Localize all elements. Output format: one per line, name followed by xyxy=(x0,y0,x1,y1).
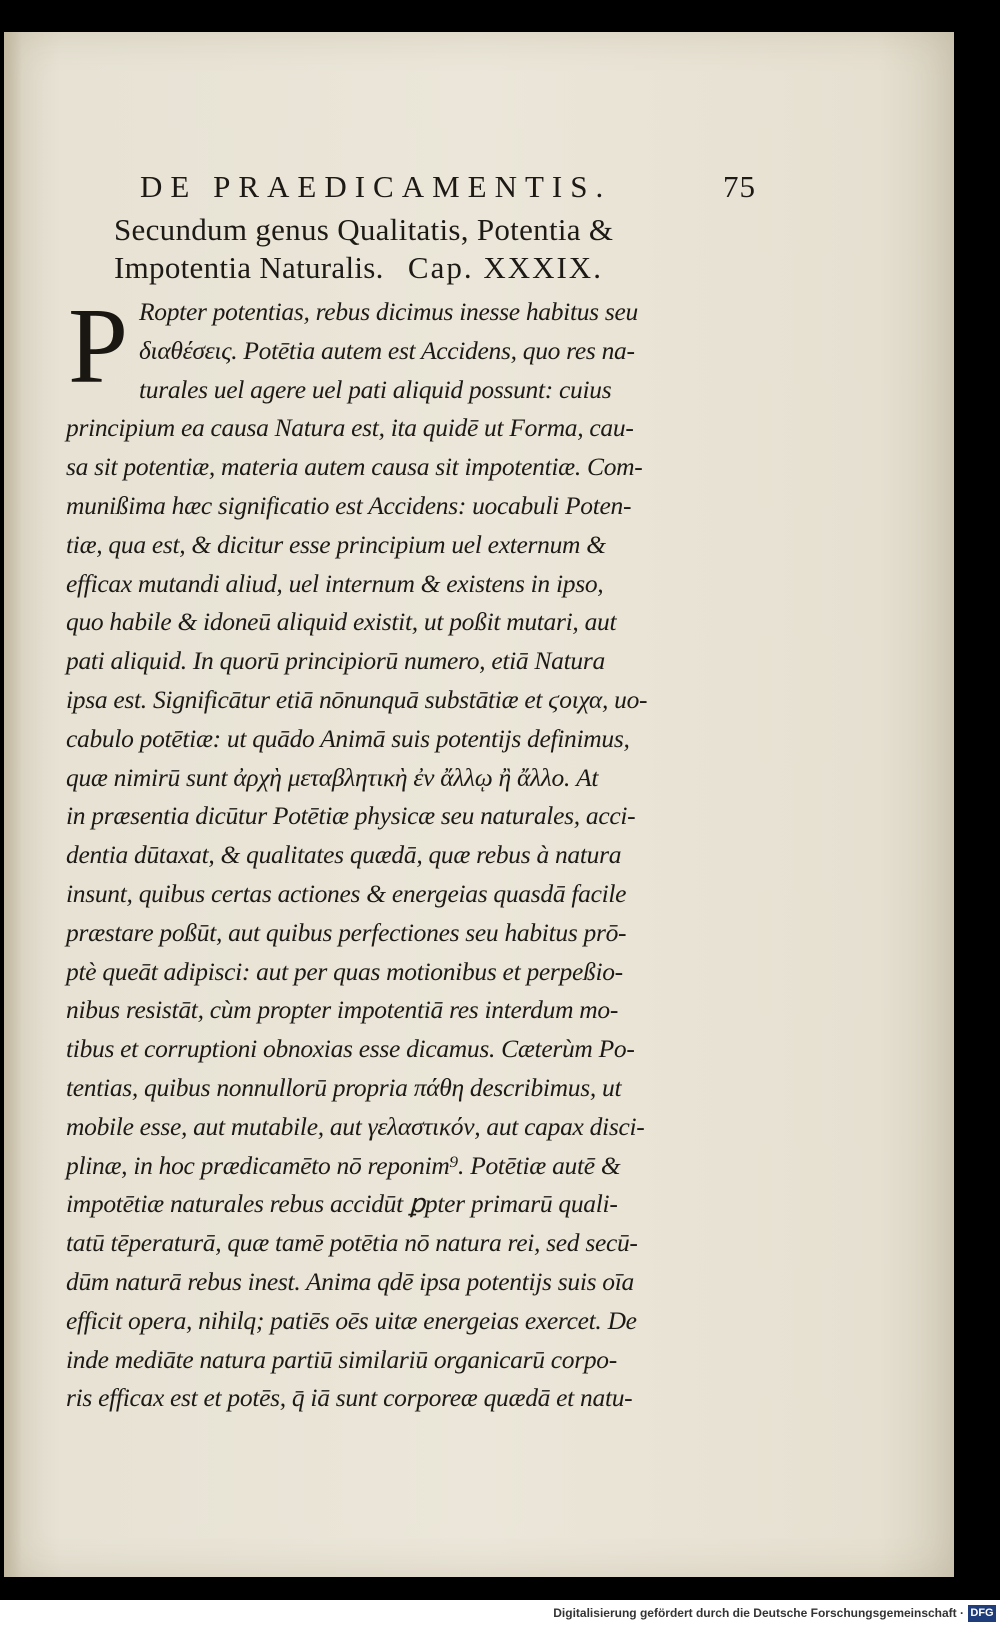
text-line: quæ nimirū sunt ἀρχὴ μεταβλητικὴ ἐν ἄλλῳ ἢ ἄλλο. At xyxy=(66,762,599,792)
page-number: 75 xyxy=(723,169,756,204)
running-head-title: DE PRAEDICAMENTIS. xyxy=(140,169,612,204)
text-line: tentias, quibus nonnullorū propria πάθη describimus, ut xyxy=(66,1072,622,1102)
text-line: cabulo potētiæ: ut quādo Animā suis potentijs definimus, xyxy=(66,723,630,753)
text-line: tibus et corruptioni obnoxias esse dicamus. Cæterùm Po- xyxy=(66,1034,635,1064)
text-line: turales uel agere uel pati aliquid possunt: cuius xyxy=(139,374,612,404)
running-head xyxy=(66,167,756,207)
text-line: munißima hæc significatio est Accidens: uocabuli Poten- xyxy=(66,490,632,520)
text-line: quo habile & idoneū aliquid existit, ut poßit mutari, aut xyxy=(66,607,617,637)
text-line: efficax mutandi aliud, uel internum & existens in ipso, xyxy=(66,568,604,598)
text-line: tatū tēperaturā, quæ tamē potētia nō natura rei, sed secū- xyxy=(66,1228,638,1258)
chapter-title xyxy=(66,211,756,287)
text-line: in præsentia dicūtur Potētiæ physicæ seu naturales, acci- xyxy=(66,801,636,831)
text-line: principium ea causa Natura est, ita quidē ut Forma, cau- xyxy=(66,413,634,443)
text-line: plinæ, in hoc prædicamēto nō reponim⁹. Potētiæ autē & xyxy=(66,1150,621,1180)
text-line: dentia dūtaxat, & qualitates quædā, quæ rebus à natura xyxy=(66,840,622,870)
text-line: pati aliquid. In quorū principiorū numero, etiā Natura xyxy=(66,646,605,676)
text-line: ptè queāt adipisci: aut per quas motionibus et perpeßio- xyxy=(66,956,623,986)
text-line: sa sit potentiæ, materia autem causa sit impotentiæ. Com- xyxy=(66,452,643,482)
page-gutter-shadow xyxy=(4,32,22,1577)
funding-credit: Digitalisierung gefördert durch die Deutsche Forschungsgemeinschaft · xyxy=(553,1606,964,1620)
text-line: insunt, quibus certas actiones & energeias quasdā facile xyxy=(66,878,627,908)
text-line: inde mediāte natura partiū similariū organicarū corpo- xyxy=(66,1344,617,1374)
footer-bar xyxy=(0,1600,1000,1628)
chapter-title-line-2 xyxy=(114,249,756,287)
page-content xyxy=(66,167,756,1418)
chapter-title-text: Impotentia Naturalis. xyxy=(114,250,384,285)
text-line: ris efficax est et potēs, q̄ iā sunt corporeæ quædā et natu- xyxy=(66,1383,633,1413)
body-text xyxy=(66,287,756,1418)
chapter-title-line-1: Secundum genus Qualitatis, Potentia & xyxy=(114,212,614,247)
text-line: efficit opera, nihilq; patiēs oēs uitæ energeias exercet. De xyxy=(66,1305,637,1335)
text-line: nibus resistāt, cùm propter impotentiā res interdum mo- xyxy=(66,995,619,1025)
text-line: impotētiæ naturales rebus accidūt ꝑpter primarū quali- xyxy=(66,1189,618,1219)
text-line: ipsa est. Significātur etiā nōnunquā substātiæ et ϛοιχα, uo- xyxy=(66,684,648,714)
text-line: præstare poßūt, aut quibus perfectiones seu habitus prō- xyxy=(66,917,627,947)
text-line: tiæ, qua est, & dicitur esse principium uel externum & xyxy=(66,529,606,559)
text-line: διαθέσεις. Potētia autem est Accidens, quo res na- xyxy=(139,335,635,365)
dfg-logo: DFG xyxy=(968,1605,996,1622)
drop-cap-initial: P xyxy=(68,287,128,406)
book-page xyxy=(4,32,954,1577)
chapter-number: Cap. XXXIX. xyxy=(407,250,603,285)
text-line: dūm naturā rebus inest. Anima qdē ipsa potentijs suis oīa xyxy=(66,1266,634,1296)
text-line: mobile esse, aut mutabile, aut γελαστικόν, aut capax disci- xyxy=(66,1111,645,1141)
text-line: Ropter potentias, rebus dicimus inesse habitus seu xyxy=(139,297,638,326)
